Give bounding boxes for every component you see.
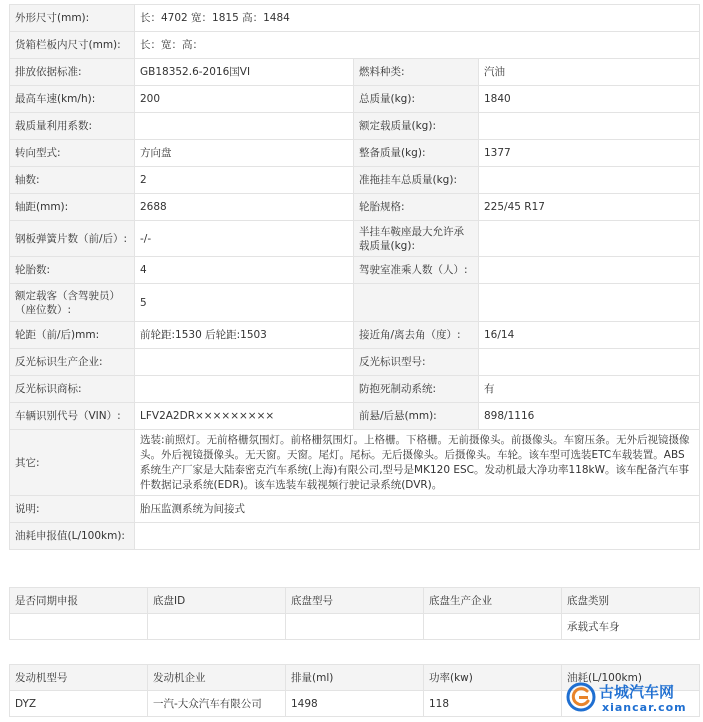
- spec-label: 转向型式:: [10, 140, 135, 167]
- chassis-value: [148, 614, 286, 640]
- spec-value: 225/45 R17: [479, 194, 700, 221]
- spec-label: 钢板弹簧片数（前/后）:: [10, 221, 135, 257]
- spec-label: 载质量利用系数:: [10, 113, 135, 140]
- spec-row: [10, 194, 700, 221]
- spec-label: 防抱死制动系统:: [354, 376, 479, 403]
- spec-row: [10, 284, 700, 322]
- spec-value: [479, 284, 700, 322]
- spec-label: 反光标识商标:: [10, 376, 135, 403]
- note-value: 胎压监测系统为间接式: [135, 496, 700, 523]
- watermark-title: 古城汽车网: [599, 683, 675, 701]
- dimensions-value: 长：4702 宽：1815 高：1484: [135, 5, 700, 32]
- spec-row: [10, 140, 700, 167]
- spec-value: LFV2A2DR×××××××××: [135, 403, 354, 430]
- engine-header: 油耗(L/100km): [562, 665, 700, 691]
- other-value: 选装:前照灯。无前格栅氛围灯。前格栅氛围灯。上格栅。下格栅。无前摄像头。前摄像头。车窗压条。无外后视镜摄像头。外后视镜摄像头。无天窗。天窗。尾灯。尾标。无后摄像头。后摄像头。车轮。该车型可选装ETC车载装置。ABS系统生产厂家是大陆泰密克汽车系统(上海)有限公司,型号是MK120 ESC。发动机最大净功率118kW。该车配备汽车事件数据记录系统(EDR)。该车选装车载视频行驶记录系统(DVR)。: [135, 430, 700, 496]
- spec-label: 轴数:: [10, 167, 135, 194]
- spec-label: 反光标识生产企业:: [10, 349, 135, 376]
- site-watermark: [566, 679, 694, 717]
- spec-value: 1377: [479, 140, 700, 167]
- engine-header: 发动机型号: [10, 665, 148, 691]
- spec-label: 半挂车鞍座最大允许承载质量(kg):: [354, 221, 479, 257]
- spec-label: 轮胎规格:: [354, 194, 479, 221]
- spec-row: [10, 59, 700, 86]
- spec-value: 898/1116: [479, 403, 700, 430]
- spec-value: 1840: [479, 86, 700, 113]
- chassis-header: 是否同期申报: [10, 588, 148, 614]
- chassis-table: [9, 587, 700, 640]
- engine-value: 118: [424, 691, 562, 717]
- spec-row: [10, 376, 700, 403]
- engine-value: 1498: [286, 691, 424, 717]
- spec-label: 驾驶室准乘人数（人）:: [354, 257, 479, 284]
- chassis-value: [424, 614, 562, 640]
- spec-row: [10, 349, 700, 376]
- spec-label: [354, 284, 479, 322]
- spec-label: 反光标识型号:: [354, 349, 479, 376]
- spec-value: [479, 113, 700, 140]
- chassis-value-row: [10, 614, 700, 640]
- spec-value: 200: [135, 86, 354, 113]
- xiancar-logo-icon: [566, 682, 596, 712]
- spec-value: 前轮距:1530 后轮距:1503: [135, 322, 354, 349]
- chassis-value: [286, 614, 424, 640]
- spec-label: 轮胎数:: [10, 257, 135, 284]
- engine-header: 功率(kw): [424, 665, 562, 691]
- spec-value: 5: [135, 284, 354, 322]
- spec-value: 2688: [135, 194, 354, 221]
- spec-value: [479, 349, 700, 376]
- spec-label: 最高车速(km/h):: [10, 86, 135, 113]
- chassis-header: 底盘型号: [286, 588, 424, 614]
- spec-row: [10, 221, 700, 257]
- spec-value: 方向盘: [135, 140, 354, 167]
- spec-label: 准拖挂车总质量(kg):: [354, 167, 479, 194]
- fuel-label: 油耗申报值(L/100km):: [10, 523, 135, 550]
- watermark-url: xiancar.com: [602, 701, 687, 714]
- cargo-box-label: 货箱栏板内尺寸(mm):: [10, 32, 135, 59]
- spec-label: 燃料种类:: [354, 59, 479, 86]
- spec-value: 2: [135, 167, 354, 194]
- engine-value: DYZ: [10, 691, 148, 717]
- chassis-header: 底盘ID: [148, 588, 286, 614]
- spec-value: 有: [479, 376, 700, 403]
- spec-row: [10, 167, 700, 194]
- dimensions-label: 外形尺寸(mm):: [10, 5, 135, 32]
- spec-label: 总质量(kg):: [354, 86, 479, 113]
- spec-label: 轴距(mm):: [10, 194, 135, 221]
- spec-row: [10, 257, 700, 284]
- spec-label: 车辆识别代号（VIN）:: [10, 403, 135, 430]
- note-label: 说明:: [10, 496, 135, 523]
- spec-label: 整备质量(kg):: [354, 140, 479, 167]
- engine-header: 发动机企业: [148, 665, 286, 691]
- spec-label: 轮距（前/后)mm:: [10, 322, 135, 349]
- spec-row: [10, 403, 700, 430]
- spec-value: [479, 167, 700, 194]
- spec-row: [10, 86, 700, 113]
- spec-label: 额定载质量(kg):: [354, 113, 479, 140]
- chassis-header-row: [10, 588, 700, 614]
- spec-value: GB18352.6-2016国VI: [135, 59, 354, 86]
- spec-value: [135, 376, 354, 403]
- spec-value: [479, 221, 700, 257]
- chassis-value: [10, 614, 148, 640]
- spec-row-other: [10, 430, 700, 496]
- spec-row: [10, 113, 700, 140]
- chassis-header: 底盘生产企业: [424, 588, 562, 614]
- fuel-value: [135, 523, 700, 550]
- spec-value: [479, 257, 700, 284]
- spec-row-fuel: [10, 523, 700, 550]
- chassis-value: 承载式车身: [562, 614, 700, 640]
- spec-row: [10, 322, 700, 349]
- spec-value: -/-: [135, 221, 354, 257]
- engine-value: 一汽-大众汽车有限公司: [148, 691, 286, 717]
- spec-label: 排放依据标准:: [10, 59, 135, 86]
- spec-value: 16/14: [479, 322, 700, 349]
- spec-value: 汽油: [479, 59, 700, 86]
- spec-label: 前悬/后悬(mm):: [354, 403, 479, 430]
- spec-label: 接近角/离去角（度）:: [354, 322, 479, 349]
- other-label: 其它:: [10, 430, 135, 496]
- spec-row-dimensions: [10, 5, 700, 32]
- spec-value: [135, 349, 354, 376]
- spec-value: 4: [135, 257, 354, 284]
- spec-row-note: [10, 496, 700, 523]
- spec-label: 额定载客（含驾驶员）（座位数）:: [10, 284, 135, 322]
- chassis-header: 底盘类别: [562, 588, 700, 614]
- engine-header: 排量(ml): [286, 665, 424, 691]
- spec-value: [135, 113, 354, 140]
- vehicle-spec-table: [9, 4, 700, 550]
- spec-row-cargo-box: [10, 32, 700, 59]
- cargo-box-value: 长：宽：高：: [135, 32, 700, 59]
